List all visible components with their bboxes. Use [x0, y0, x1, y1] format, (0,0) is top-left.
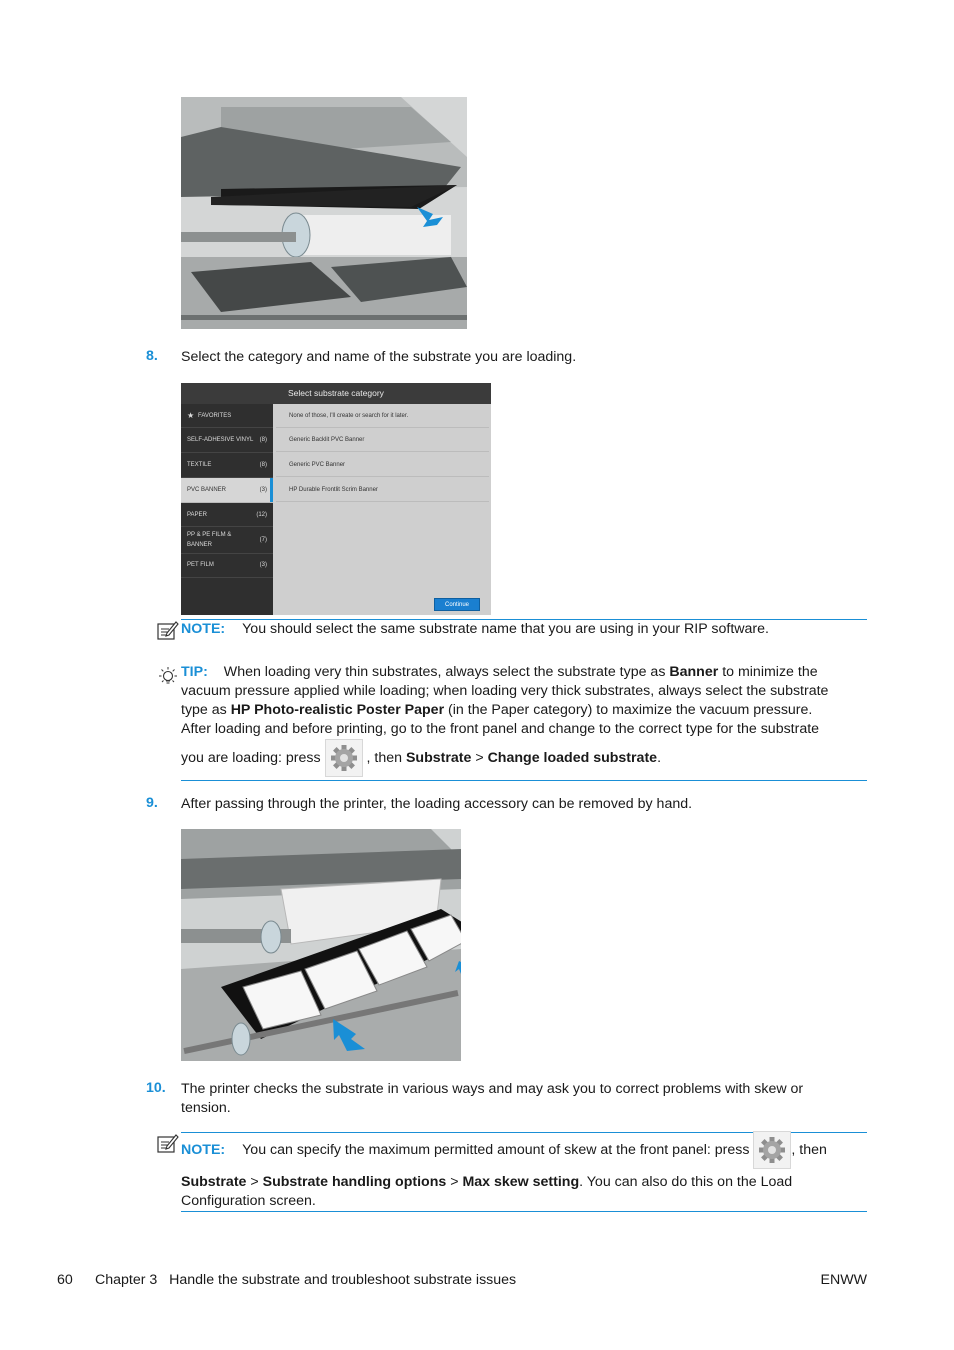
tip-line-3	[181, 701, 812, 720]
tip-text: .	[657, 750, 662, 766]
category-label: PAPER	[187, 512, 207, 518]
substrate-category-screen	[181, 383, 491, 615]
printer-photo-loading	[181, 97, 467, 329]
note-body: You should select the same substrate name that you are using in your RIP software.	[242, 621, 769, 637]
category-count: (8)	[259, 437, 267, 443]
tip-text-bold: HP Photo-realistic Poster Paper	[230, 702, 445, 718]
category-count: (7)	[259, 537, 267, 543]
note-label: NOTE:	[181, 1142, 226, 1158]
step-8-text: Select the category and name of the substrate you are loading.	[181, 349, 577, 365]
tip-text: >	[471, 750, 488, 766]
tip-text: (in the Paper category) to maximize the vacuum pressure.	[444, 702, 813, 718]
note-label: NOTE:	[181, 621, 226, 637]
tip-text-bold: Substrate	[405, 750, 472, 766]
category-count: (8)	[259, 462, 267, 468]
screen-header	[181, 383, 491, 404]
step-10-line-1: The printer checks the substrate in various ways and may ask you to correct problems with skew or	[181, 1081, 804, 1097]
category-item-paper[interactable]	[181, 503, 273, 527]
note-body: . You can also do this on the Load	[579, 1174, 793, 1190]
category-label: PET FILM	[187, 562, 214, 568]
category-label: SELF-ADHESIVE VINYL	[187, 437, 254, 443]
substrate-option[interactable]: Generic PVC Banner	[276, 453, 489, 477]
category-count: (12)	[256, 512, 267, 518]
footer-enww: ENWW	[820, 1272, 867, 1288]
star-icon: ★	[187, 411, 195, 420]
step-9-text: After passing through the printer, the loading accessory can be removed by hand.	[181, 796, 693, 812]
tip-line-1	[181, 663, 818, 682]
category-label: PP & PE FILM &	[187, 532, 232, 538]
note-body: >	[246, 1174, 263, 1190]
settings-gear-icon	[325, 739, 363, 777]
step-10-line-2: tension.	[181, 1100, 231, 1116]
tip-line-5	[181, 739, 661, 777]
note-icon	[157, 1134, 179, 1158]
note2-line-2	[181, 1173, 792, 1192]
tip-line-4: After loading and before printing, go to the front panel and change to the correct type for the substrate	[181, 721, 820, 737]
note-body: , then	[791, 1142, 827, 1158]
settings-gear-icon	[753, 1131, 791, 1169]
substrate-option[interactable]: HP Durable Frontlit Scrim Banner	[276, 478, 489, 502]
tip-text: type as	[181, 702, 231, 718]
page-number: 60	[57, 1272, 73, 1288]
note-body: You can specify the maximum permitted amount of skew at the front panel: press	[242, 1142, 754, 1158]
substrate-option[interactable]: Generic Backlit PVC Banner	[276, 428, 489, 452]
lightbulb-icon	[156, 665, 180, 693]
note2-line-3: Configuration screen.	[181, 1193, 316, 1209]
tip-text: to minimize the	[718, 664, 818, 680]
tip-text-bold: Change loaded substrate	[487, 750, 658, 766]
category-label: TEXTILE	[187, 462, 212, 468]
note-bold: Substrate handling options	[262, 1174, 447, 1190]
tip-text: you are loading: press	[181, 750, 325, 766]
note-body: >	[446, 1174, 463, 1190]
category-label: PVC BANNER	[187, 487, 227, 493]
tip-text: When loading very thin substrates, always select the substrate type as	[223, 664, 670, 680]
category-item-favorites[interactable]	[181, 404, 273, 428]
note-text-1	[181, 620, 769, 639]
tip-line-2: vacuum pressure applied while loading; when loading very thick substrates, always select the substrate	[181, 683, 829, 699]
category-item-pvc-banner[interactable]	[181, 478, 273, 503]
footer-chapter: Chapter 3 Handle the substrate and troubleshoot substrate issues	[95, 1272, 517, 1288]
step-number-9: 9.	[146, 795, 158, 811]
category-count: (3)	[259, 562, 267, 568]
category-item-self-adhesive-vinyl[interactable]	[181, 428, 273, 453]
tip-text-bold: Banner	[669, 664, 719, 680]
substrate-option[interactable]: None of those, I'll create or search for it later.	[276, 404, 489, 428]
note-bold: Substrate	[181, 1174, 247, 1190]
tip-label: TIP:	[181, 664, 208, 680]
category-item-textile[interactable]	[181, 453, 273, 478]
category-item-pet-film[interactable]	[181, 554, 273, 578]
screen-header-title: Select substrate category	[288, 388, 384, 398]
category-item-pp-pe-film-banner[interactable]	[181, 527, 273, 554]
category-count: (3)	[259, 487, 267, 493]
tip-bottom-rule	[181, 780, 867, 781]
note2-bottom-rule	[181, 1211, 867, 1212]
printer-photo-accessory-removal	[181, 829, 461, 1061]
step-number-10: 10.	[146, 1080, 166, 1096]
step-number-8: 8.	[146, 348, 158, 364]
tip-text: , then	[366, 750, 406, 766]
category-label: FAVORITES	[198, 413, 232, 419]
note-icon	[157, 621, 179, 645]
category-label-line2: BANNER	[187, 542, 213, 548]
continue-button[interactable]: Continue	[434, 598, 480, 611]
note2-line-1	[181, 1131, 827, 1169]
note-bold: Max skew setting	[462, 1174, 580, 1190]
